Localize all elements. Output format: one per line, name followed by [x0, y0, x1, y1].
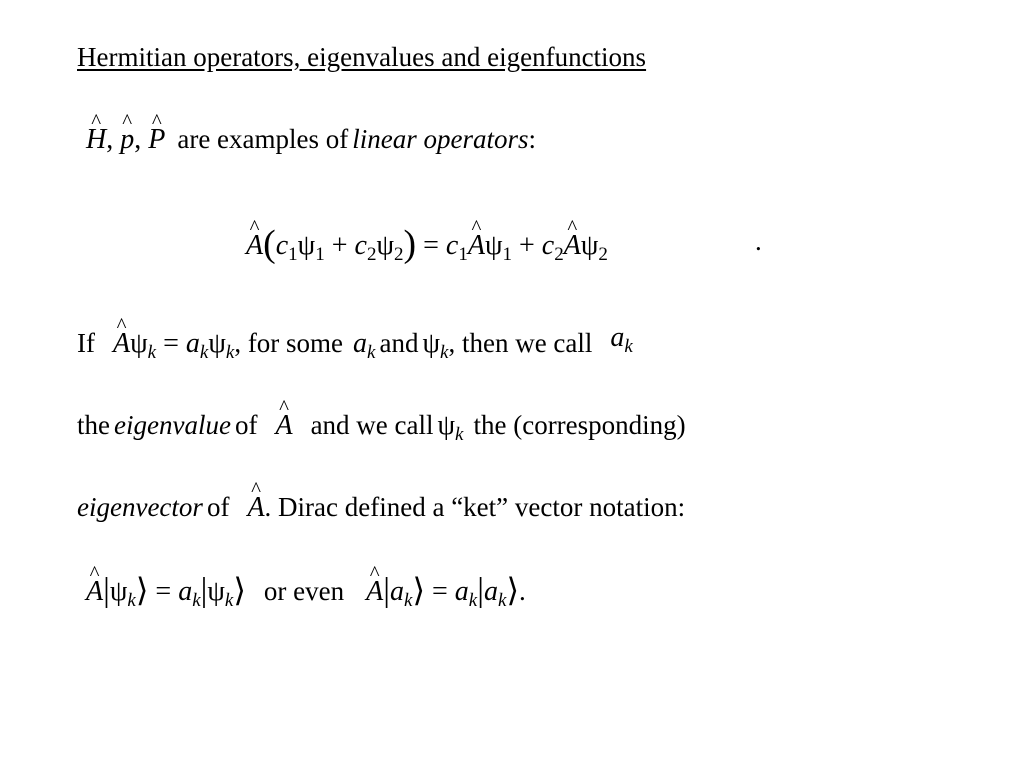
- page-title: Hermitian operators, eigenvalues and eigenfunctions: [77, 42, 647, 72]
- eigenvector-line: eigenvector of ^ A. Dirac defined a “ket” vector notation:: [77, 492, 685, 524]
- ket-notation-line: ^ $A|\psi_k⟩$ = $a_k|\psi_k⟩$ or even ^ $A|a_k⟩$ = $a_k|a_k⟩$.: [86, 570, 526, 609]
- equation-period: .: [755, 226, 762, 256]
- operator-list: ^ H, ^ p, ^ P: [86, 124, 165, 155]
- linearity-equation: ^ $A(c_1\psi_1 + c_2\psi_2)$ = $c_1\^{}$ $A\psi_1$ + $c_2\^{}$ $A\psi_2$: [246, 220, 608, 264]
- eigen-definition-line: If ^ $A\psi_k = a_k\psi_k$, for some $a_k$ and $\psi_k$, then we call $a_k$: [77, 328, 633, 360]
- eigenvalue-line: the eigenvalue of ^ A and we call $\psi_k$ the (corresponding): [77, 410, 686, 442]
- operators-line: ^ H, ^ p, ^ P are examples of linear operators:: [86, 124, 536, 156]
